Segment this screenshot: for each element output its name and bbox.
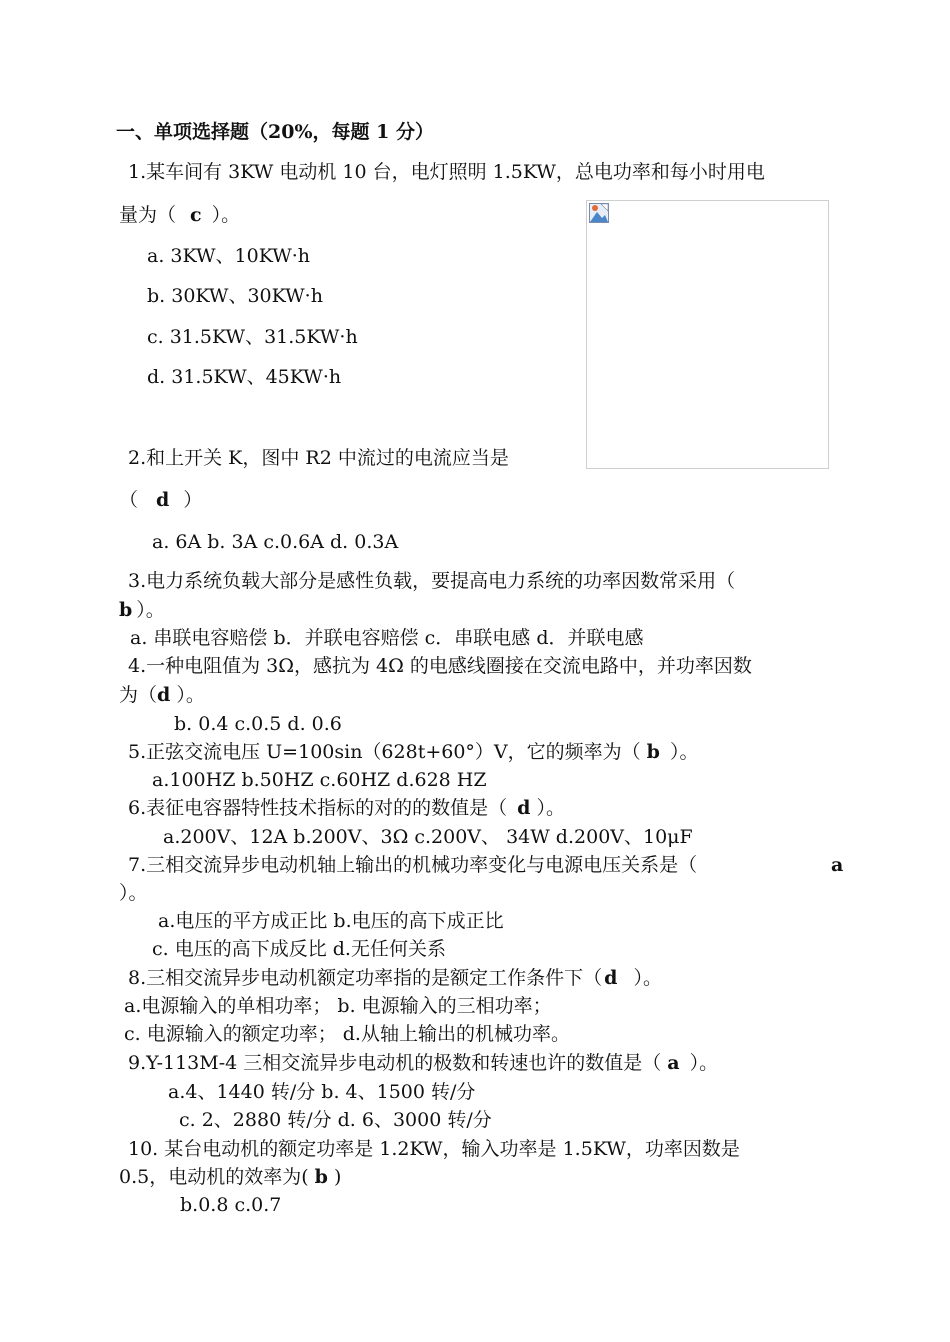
q8-options-cd: c. 电源输入的额定功率； d.从轴上输出的机械功率。 bbox=[124, 1023, 570, 1045]
q3-suffix: ）。 bbox=[136, 599, 165, 621]
q1-answer: c bbox=[190, 204, 202, 226]
q8-prefix: 8.三相交流异步电动机额定功率指的是额定工作条件下（ bbox=[128, 967, 603, 989]
q1-option-a: a. 3KW、10KW·h bbox=[147, 245, 311, 267]
section-title: 一、单项选择题（20%，每题 1 分） bbox=[116, 121, 434, 143]
q6-text bbox=[128, 796, 565, 820]
q1-option-b: b. 30KW、30KW·h bbox=[147, 285, 323, 307]
q5-suffix: ）。 bbox=[669, 741, 699, 763]
q3-text-cont bbox=[119, 598, 165, 622]
q1-option-d: d. 31.5KW、45KW·h bbox=[147, 366, 342, 388]
broken-image-icon bbox=[589, 203, 609, 223]
q2-answer: d bbox=[156, 489, 170, 511]
q5-text bbox=[128, 740, 698, 764]
q1-text: 1.某车间有 3KW 电动机 10 台，电灯照明 1.5KW，总电功率和每小时用电 bbox=[128, 161, 765, 183]
q9-options-cd: c. 2、2880 转/分 d. 6、3000 转/分 bbox=[179, 1109, 492, 1131]
q9-prefix: 9.Y-113M-4 三相交流异步电动机的极数和转速也许的数值是（ bbox=[128, 1052, 662, 1074]
q9-answer: a bbox=[667, 1052, 680, 1074]
q10-answer: b bbox=[314, 1166, 328, 1188]
q10-options: b.0.8 c.0.7 bbox=[180, 1194, 282, 1216]
q1-suffix: ）。 bbox=[211, 204, 241, 226]
q7-options-cd: c. 电压的高下成反比 d.无任何关系 bbox=[152, 938, 446, 960]
q6-answer: d bbox=[517, 797, 531, 819]
q7-options-ab: a.电压的平方成正比 b.电压的高下成正比 bbox=[158, 910, 504, 932]
q8-suffix: ）。 bbox=[633, 967, 662, 989]
q3-answer: b bbox=[119, 599, 133, 621]
q2-text-cont bbox=[119, 488, 202, 512]
q4-answer: d bbox=[157, 684, 171, 706]
q2-suffix: ） bbox=[183, 489, 203, 511]
q7-answer: a bbox=[831, 854, 844, 876]
q1-option-c: c. 31.5KW、31.5KW·h bbox=[147, 326, 358, 348]
q9-suffix: ）。 bbox=[689, 1052, 719, 1074]
q5-prefix: 5.正弦交流电压 U=100sin（628t+60°）V，它的频率为（ bbox=[128, 741, 641, 763]
q4-options: b. 0.4 c.0.5 d. 0.6 bbox=[174, 713, 342, 735]
q10-text: 10. 某台电动机的额定功率是 1.2KW，输入功率是 1.5KW，功率因数是 bbox=[128, 1138, 740, 1160]
q5-answer: b bbox=[646, 741, 660, 763]
q4-suffix: ）。 bbox=[176, 684, 205, 706]
q2-options: a. 6A b. 3A c.0.6A d. 0.3A bbox=[152, 531, 399, 553]
q10-text-cont bbox=[119, 1165, 341, 1189]
q6-options: a.200V、12A b.200V、3Ω c.200V、 34W d.200V、10μF bbox=[163, 826, 693, 848]
q10-suffix: ) bbox=[333, 1166, 342, 1188]
q4-text-cont bbox=[119, 683, 205, 707]
q8-text bbox=[128, 966, 662, 990]
q6-prefix: 6.表征电容器特性技术指标的对的的数值是（ bbox=[128, 797, 508, 819]
q2-prefix: （ bbox=[119, 489, 139, 511]
q6-suffix: ）。 bbox=[536, 797, 565, 819]
q2-text: 2.和上开关 K，图中 R2 中流过的电流应当是 bbox=[128, 447, 509, 469]
circuit-figure-placeholder bbox=[586, 200, 829, 469]
q8-options-ab: a.电源输入的单相功率； b. 电源输入的三相功率； bbox=[124, 995, 552, 1017]
q1-prefix: 量为（ bbox=[119, 204, 177, 226]
q7-text: 7.三相交流异步电动机轴上输出的机械功率变化与电源电压关系是（ bbox=[128, 854, 698, 876]
q8-answer: d bbox=[604, 967, 618, 989]
q7-suffix: ）。 bbox=[119, 882, 148, 904]
q5-options: a.100HZ b.50HZ c.60HZ d.628 HZ bbox=[152, 769, 487, 791]
q9-text bbox=[128, 1051, 718, 1075]
q3-text: 3.电力系统负载大部分是感性负载，要提高电力系统的功率因数常采用（ bbox=[128, 570, 736, 592]
q3-options: a. 串联电容赔偿 b．并联电容赔偿 c．串联电感 d．并联电感 bbox=[130, 627, 644, 649]
q1-text-cont bbox=[119, 203, 240, 227]
q4-text: 4.一种电阻值为 3Ω，感抗为 4Ω 的电感线圈接在交流电路中，并功率因数 bbox=[128, 655, 752, 677]
q9-options-ab: a.4、1440 转/分 b. 4、1500 转/分 bbox=[168, 1081, 476, 1103]
q4-prefix: 为（ bbox=[119, 684, 158, 706]
q10-prefix: 0.5，电动机的效率为( bbox=[119, 1166, 309, 1188]
